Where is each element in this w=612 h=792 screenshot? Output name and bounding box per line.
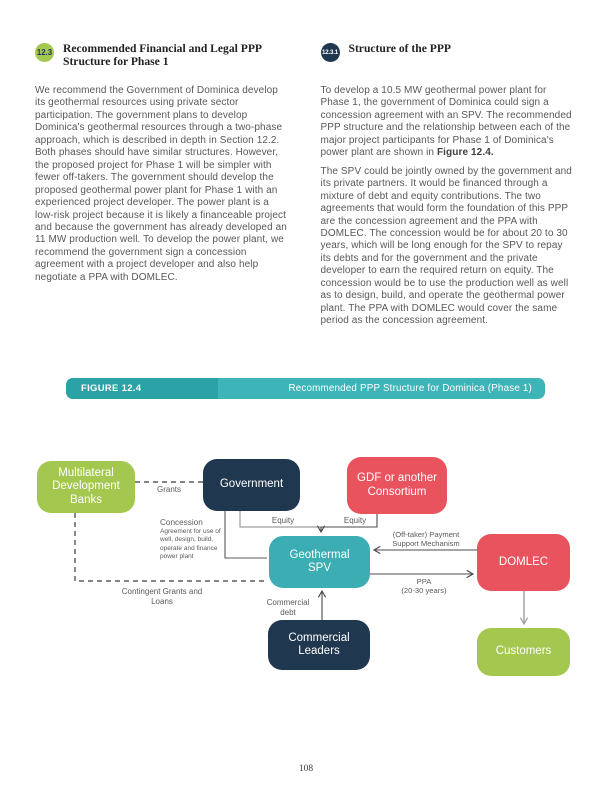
edge-label-contingent-grants: Contingent Grants and Loans	[121, 587, 203, 606]
figure-title: Recommended PPP Structure for Dominica (Phase 1)	[288, 383, 532, 394]
concession-heading: Concession	[160, 518, 203, 527]
subsection-body-para1	[321, 85, 574, 160]
para1-text: To develop a 10.5 MW geothermal power plant for Phase 1, the government of Dominica could sign a concession agreement with an SPV. The recommended PPP structure and the relationship between each of the major project participants for Phase 1 of Dominica's power plant are shown in	[320, 85, 572, 159]
edge-label-concession	[160, 518, 234, 561]
figure-number-label: FIGURE 12.4	[66, 378, 218, 399]
section-body: We recommend the Government of Dominica develop its geothermal resources using private sector participation. The government plans to develop Dominica's geothermal resources through a two-phase approach, which is described in depth in Section 12.2. Both phases should have similar structures. However, the proposed project for Phase 1 will be simpler with fewer off-takers. The government should develop the proposed geothermal power plant for Phase 1 with an experienced project developer. The power plant is a low-risk project because it is likely a financeable project and because the government has already developed an 11 MW production well. To develop the power plant, we recommend the government sign a concession agreement with a project developer and also help negotiate a PPA with DOMLEC.	[35, 85, 287, 283]
section-12-3-1	[321, 42, 574, 334]
ppa-term: PPA	[416, 577, 432, 586]
edge-label-equity-gdf: Equity	[343, 516, 367, 525]
subsection-body-para2: The SPV could be jointly owned by the government and its private partners. It would be financed through a mixture of debt and equity contributions. The two agreements that would form the foundation of this PPP are the concession agreement and the PPA with DOMLEC. The concession would be for about 20 to 30 years, which will be long enough for the SPV to repay its debts and for the government and the private developer to earn the required return on equity. The concession would be to use the production well as well as to design, build, and operate the geothermal power plant. The PPA with DOMLEC would cover the same period as the concession agreement.	[320, 165, 572, 327]
node-commercial-leaders: Commercial Leaders	[268, 620, 370, 670]
page-number: 108	[298, 764, 314, 774]
edge-label-grants: Grants	[156, 485, 181, 494]
edge-label-commercial-debt: Commercial debt	[266, 598, 310, 617]
concession-detail: Agreement for use of well, design, build, operate and finance power plant	[160, 528, 221, 560]
node-gdf-consortium: GDF or another Consortium	[347, 457, 447, 514]
node-multilateral-development-banks: Multilateral Development Banks	[37, 461, 135, 513]
ppa-years: (20-30 years)	[401, 586, 447, 596]
edge-label-offtaker-payment: (Off-taker) Payment Support Mechanism	[392, 530, 460, 549]
section-12-3	[35, 42, 288, 334]
figure-banner	[66, 378, 545, 399]
section-12-3-1-heading	[321, 42, 574, 85]
node-geothermal-spv: Geothermal SPV	[269, 536, 370, 588]
edge-label-ppa	[388, 577, 460, 596]
section-12-3-heading	[35, 42, 288, 85]
subsection-title: Structure of the PPP	[348, 42, 451, 55]
node-customers: Customers	[477, 628, 570, 676]
figure-reference: Figure 12.4.	[436, 147, 494, 159]
section-title: Recommended Financial and Legal PPP Structure for Phase 1	[63, 42, 262, 68]
text-columns	[35, 42, 573, 334]
node-government: Government	[203, 459, 300, 511]
section-number-badge: 12.3	[35, 43, 54, 62]
ppp-structure-diagram	[0, 438, 612, 698]
node-domlec: DOMLEC	[477, 534, 570, 591]
subsection-number-badge: 12.3.1	[321, 43, 340, 62]
edge-label-equity-government: Equity	[271, 516, 295, 525]
